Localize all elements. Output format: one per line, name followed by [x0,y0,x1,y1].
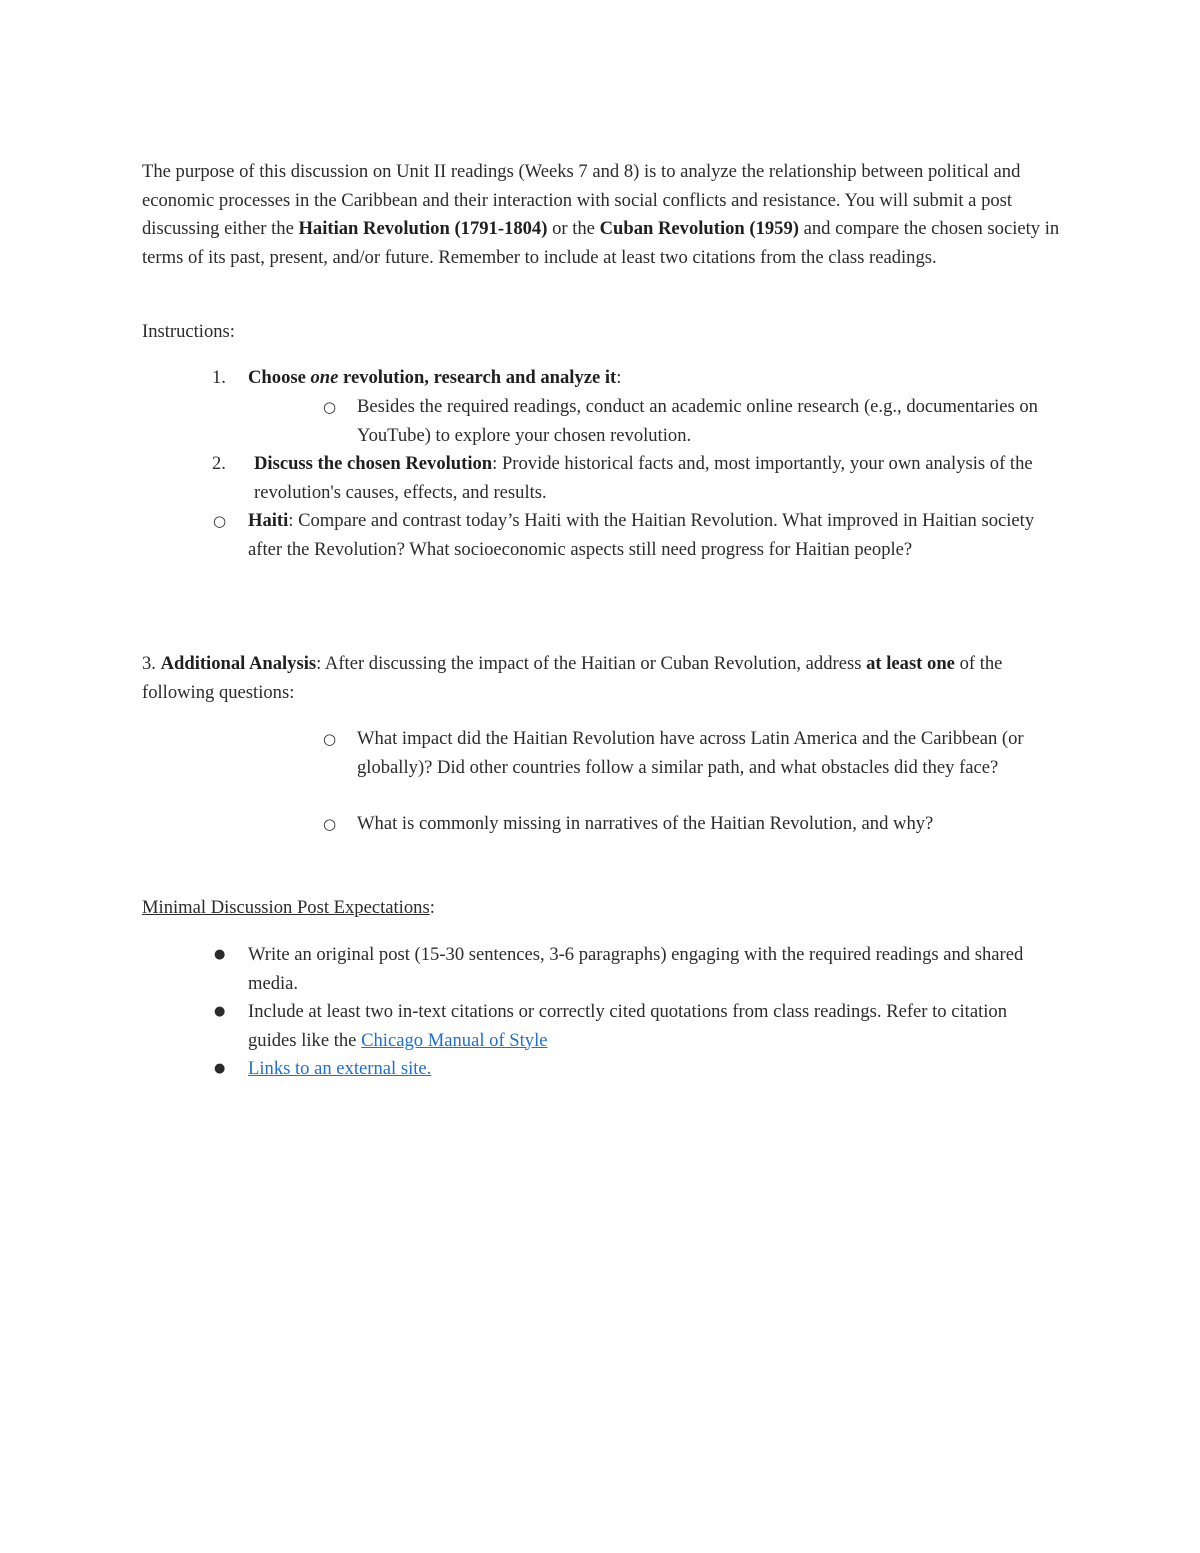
step-2-bold: Discuss the chosen Revolution [254,453,493,474]
intro-paragraph [142,158,1062,272]
step-3-text-b: of the following questions: [142,653,1003,703]
step-1-bold-italic: one [310,367,339,388]
expectations-heading-colon: : [429,897,435,918]
question-2-circle-icon: ○ [323,815,337,833]
step-3 [142,650,1062,707]
question-1-circle-icon: ○ [323,730,337,748]
external-site-link[interactable]: Links to an external site. [248,1058,432,1079]
step-2 [254,450,1054,507]
expectations-heading [142,894,1062,923]
step-1-sub-circle-icon: ○ [323,398,337,416]
expectation-item: Write an original post (15-30 sentences, 3-6 paragraphs) engaging with the required readings and shared media. [248,944,1024,994]
bullet-icon: ● [214,947,226,962]
cuban-revolution-bold: Cuban Revolution (1959) [599,218,799,239]
step-1-bold-a: Choose [248,367,311,388]
chicago-manual-link[interactable]: Chicago Manual of Style [361,1029,548,1051]
intro-text-2: or the [547,218,600,239]
question-item: What is commonly missing in narratives of the Haitian Revolution, and why? [357,813,934,834]
step-1-number: 1. [212,367,226,388]
intro-text-3: and compare the chosen society in terms of its past, present, and/or future. Remember to include at least two citations from the class readings. [142,218,1060,268]
step-2-rest: : Provide historical facts and, most importantly, your own analysis of the revolution's causes, effects, and results. [254,453,1033,503]
haitian-revolution-bold: Haitian Revolution (1791-1804) [298,218,548,239]
step-3-bold: Additional Analysis [160,653,317,674]
instructions-label: Instructions: [142,321,235,342]
bullet-icon: ● [214,1061,226,1076]
bullet-icon: ● [214,1004,226,1019]
expectation-item-text: Include at least two in-text citations or correctly cited quotations from class readings. Refer to citation guides like the [248,1001,1008,1051]
expectations-heading-text: Minimal Discussion Post Expectations [142,897,430,918]
step-1-subitem: Besides the required readings, conduct an academic online research (e.g., documentaries on YouTube) to explore your chosen revolution. [357,396,1038,446]
step-1-rest: : [616,367,622,388]
haiti-bold: Haiti [248,510,289,531]
haiti-rest: : Compare and contrast today’s Haiti with the Haitian Revolution. What improved in Haitian society after the Revolution? What socioeconomic aspects still need progress for Haitian people? [248,510,1035,560]
step-3-text-a: : After discussing the impact of the Haitian or Cuban Revolution, address [316,653,867,674]
step-3-bold-b: at least one [866,653,955,674]
intro-text-1: The purpose of this discussion on Unit II readings (Weeks 7 and 8) is to analyze the relationship between political and economic processes in the Caribbean and their interaction with social conflicts and resistance. You will submit a post discussing either the [142,161,1021,239]
question-item: What impact did the Haitian Revolution have across Latin America and the Caribbean (or globally)? Did other countries follow a similar path, and what obstacles did they face? [357,728,1024,778]
haiti-item [248,507,1058,564]
haiti-circle-icon: ○ [213,512,227,530]
step-2-number: 2. [212,453,226,474]
step-1-bold-b: revolution, research and analyze it [338,367,617,388]
step-3-number: 3. [142,653,161,674]
expectation-item [248,1055,1058,1084]
expectation-item [248,998,1058,1055]
step-1 [248,364,1058,393]
